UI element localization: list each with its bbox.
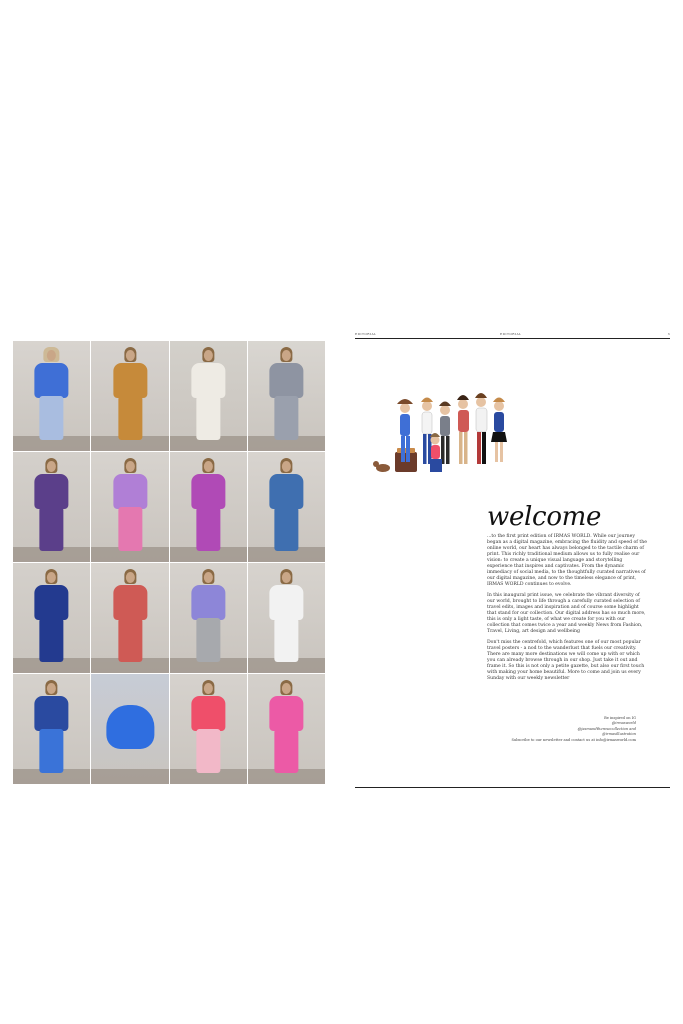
page-number: 3 xyxy=(667,332,670,336)
garment-on-hanger xyxy=(91,674,168,784)
women-illustration xyxy=(367,368,547,483)
header-left-label: EDITORIAL xyxy=(355,332,377,336)
fashion-photo xyxy=(91,674,168,784)
fashion-photo xyxy=(91,563,168,673)
header-rule xyxy=(355,338,670,339)
fashion-photo xyxy=(13,674,90,784)
model-figure xyxy=(248,341,325,451)
fashion-photo-grid xyxy=(13,341,325,784)
model-figure xyxy=(91,452,168,562)
welcome-heading: welcome xyxy=(487,502,602,532)
header-center-label: EDITORIAL xyxy=(500,332,522,336)
fashion-photo xyxy=(13,563,90,673)
fashion-photo xyxy=(13,341,90,451)
dog-with-luggage xyxy=(373,448,417,472)
model-figure xyxy=(248,563,325,673)
model-figure xyxy=(13,563,90,673)
fashion-photo xyxy=(170,563,247,673)
fashion-photo xyxy=(248,674,325,784)
fashion-photo xyxy=(248,452,325,562)
fashion-photo xyxy=(170,674,247,784)
paragraph-centrefold: Don't miss the centrefold, which features one of our most popular travel posters - a nod to the wanderlust that fuels our creativity. There are many more destinations we will come up with or which you can already browse through in our shop. Just take it out and frame it. So this is not only a petite gazette, but also our first touch with making your home beautiful. More to come and join us every Sunday with our weekly newsletter xyxy=(487,640,645,681)
model-figure xyxy=(170,563,247,673)
fashion-photo xyxy=(170,452,247,562)
signoff-block xyxy=(511,716,636,743)
editorial-body xyxy=(487,534,647,687)
editorial-page xyxy=(355,330,670,788)
model-figure xyxy=(91,341,168,451)
fashion-photo xyxy=(248,563,325,673)
model-figure xyxy=(170,674,247,784)
instagram-handle-illustration[interactable]: @irmasillustration xyxy=(602,732,636,737)
model-figure xyxy=(170,341,247,451)
model-figure xyxy=(13,452,90,562)
fashion-photo xyxy=(170,341,247,451)
page-header xyxy=(355,330,670,339)
newsletter-contact-line[interactable]: Subscribe to our newsletter and contact us at info@irmasworld.com xyxy=(511,737,636,742)
instagram-handle-irmasworld[interactable]: @irmasworld xyxy=(611,721,636,726)
model-figure xyxy=(13,341,90,451)
model-figure xyxy=(13,674,90,784)
fashion-photo xyxy=(13,452,90,562)
paragraph-issue: In this inaugural print issue, we celebrate the vibrant diversity of our world, brought to life through a carefully curated selection of travel edits, images and inspiration and of course some highlight that stand for our collection. Our digital address has so much more, this is only a light taste, of what we create for you with our collection that comes twice a year and weekly News from Fashion, Travel, Living, art design and wellbeing xyxy=(487,593,646,634)
footer-rule xyxy=(355,787,670,788)
fashion-photo xyxy=(91,452,168,562)
model-figure xyxy=(91,563,168,673)
model-figure xyxy=(170,452,247,562)
paragraph-intro: ...to the first print edition of IRMAS WORLD. While our journey began as a digital magazine, embracing the fluidity and speed of the online world, our heart has always belonged to the tactile charm of print. This richly traditional medium allows us to fully realise our vision: to create a unique visual language and storytelling experience that inspires and captivates. From the dynamic immediacy of social media, to the thoughtfully curated narratives of our digital magazine, and now to the timeless elegance of print, IRMAS WORLD continues to evolve. xyxy=(487,534,647,587)
model-figure xyxy=(248,452,325,562)
signoff-line-ig: Be inspired on IG xyxy=(604,716,636,720)
fashion-photo xyxy=(248,341,325,451)
instagram-handle-collection[interactable]: @jasmundtheresecollection and xyxy=(577,726,636,731)
model-figure xyxy=(248,674,325,784)
fashion-photo xyxy=(91,341,168,451)
